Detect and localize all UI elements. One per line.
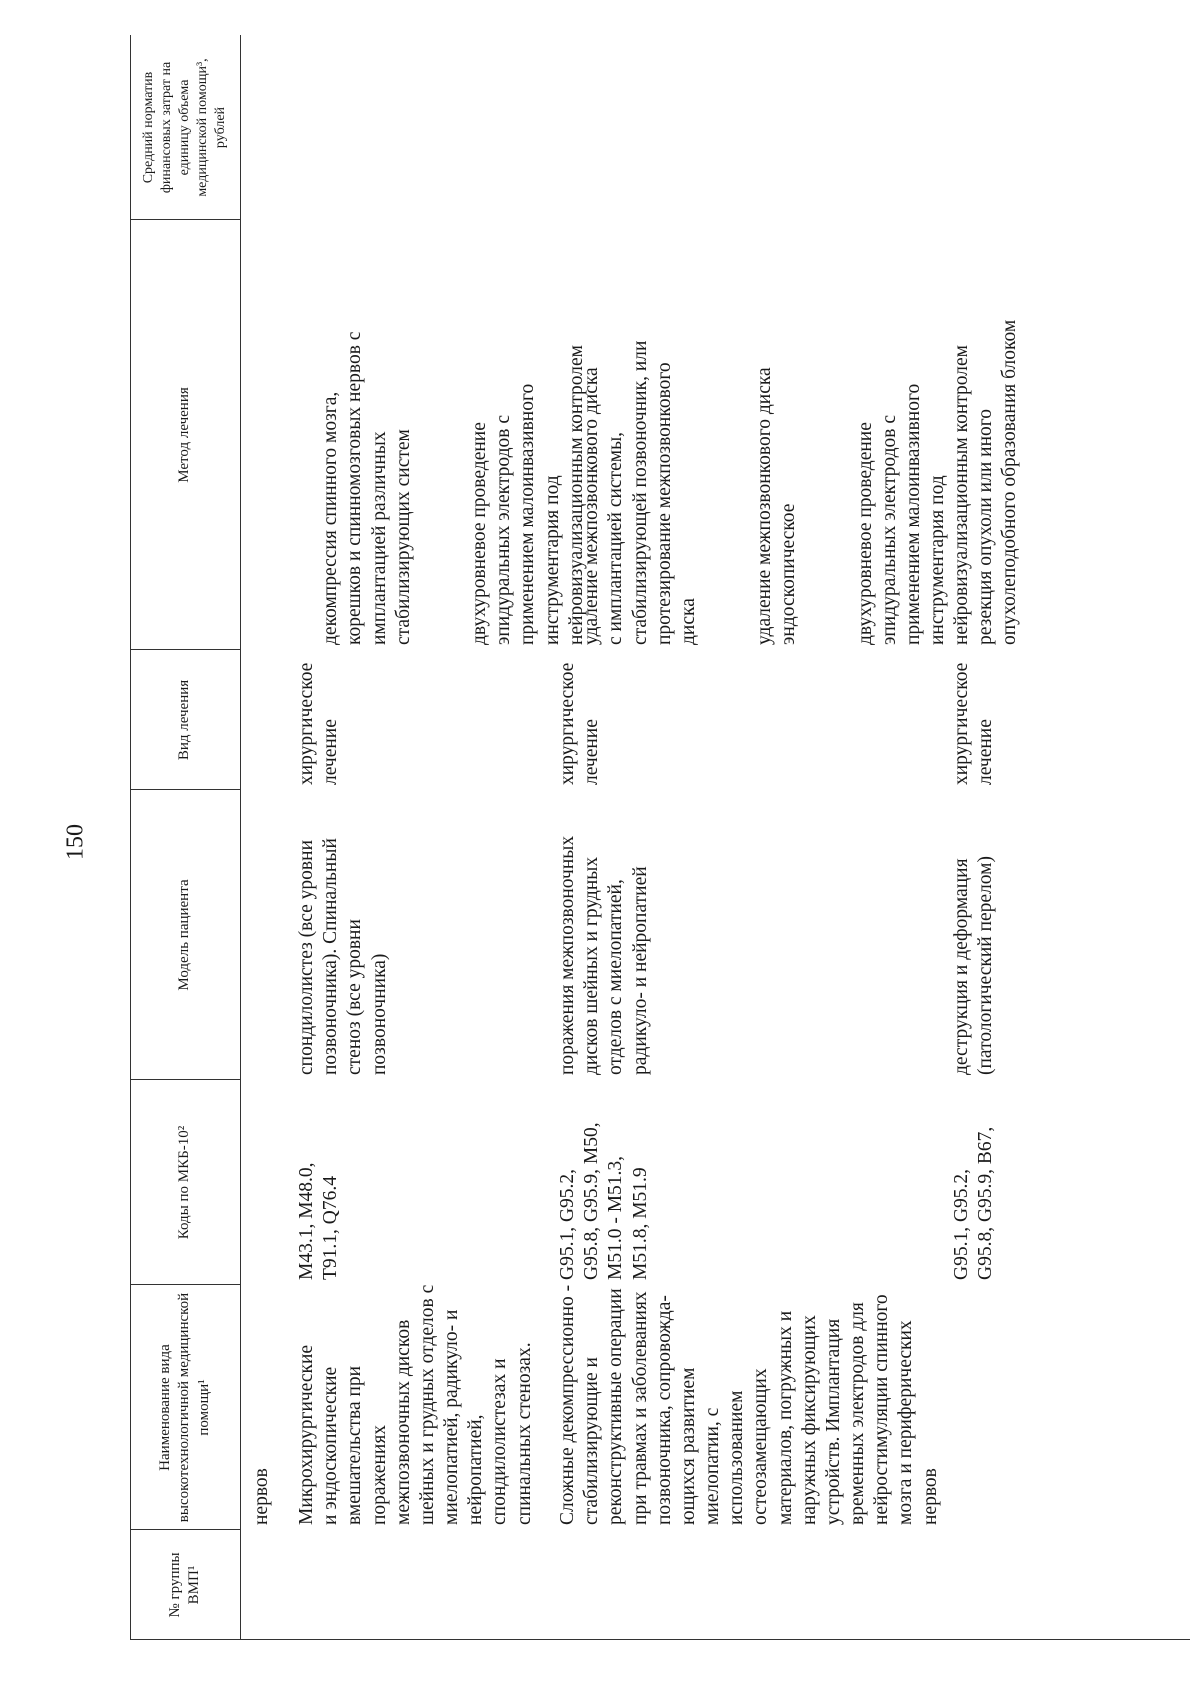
method-item: двухуровневое проведение эпидуральных электродов с применением малоинвазивного инструментария под нейровизуализационным контролем bbox=[854, 344, 973, 645]
patient-model: поражения межпозвоночных дисков шейных и грудных отделов с миелопатией, радикуло- и нейропатией bbox=[557, 835, 651, 1075]
patient-model: спондилолистез (все уровни позвоночника). Спинальный стеноз (все уровни позвоночника) bbox=[296, 838, 390, 1075]
header-cost-norm: Средний норматив финансовых затрат на единицу объема медицинской помощи³, рублей bbox=[140, 58, 229, 197]
page-number: 150 bbox=[62, 824, 89, 860]
header-treatment-kind: Вид лечения bbox=[176, 679, 193, 761]
treatment-kind: хирургическое лечение bbox=[951, 662, 997, 785]
method-item: удаление межпозвонкового диска эндоскопическое bbox=[754, 367, 800, 645]
header-care-type: Наименование вида высокотехнологичной медицинской помощи¹ bbox=[156, 1292, 212, 1523]
treatment-method bbox=[950, 320, 1047, 645]
method-item: двухуровневое проведение эпидуральных электродов с применением малоинвазивного инструментария под нейровизуализационным контролем bbox=[469, 344, 587, 645]
method-item: резекция опухоли или иного опухолеподобного образования блоком bbox=[975, 319, 1021, 645]
procedures-table bbox=[130, 35, 1190, 1640]
header-treatment-method: Метод лечения bbox=[176, 387, 193, 483]
table-left-border bbox=[130, 1639, 1190, 1640]
method-item: декомпрессия спинного мозга, корешков и спинномозговых нервов с имплантацией различных стабилизирующих систем bbox=[320, 331, 414, 645]
header-patient-model: Модель пациента bbox=[176, 879, 193, 991]
treatment-kind: хирургическое лечение bbox=[296, 662, 342, 785]
header-bottom-border bbox=[240, 35, 241, 1640]
treatment-method bbox=[556, 341, 999, 645]
header-group-number: № группы ВМП¹ bbox=[166, 1552, 202, 1618]
method-item: удаление межпозвонкового диска с имплантацией системы, стабилизирующей позвоночник, или протезирование межпозвонкового диска bbox=[581, 340, 699, 645]
care-type-name: Сложные декомпрессионно - стабилизирующие и реконструктивные операции при травмах и заболеваниях позвоночника, сопровожда- ющихся развитием миелопатии, с использованием остеозамещающих материалов, погружных и наружных фиксирующих устройств. Имплантация временных электродов для нейростимуляции спинного мозга и периферических нервов bbox=[557, 1284, 941, 1525]
icd-codes: G95.1, G95.2, G95.8, G95.9, B67, bbox=[951, 1126, 997, 1280]
treatment-kind: хирургическое лечение bbox=[557, 662, 603, 785]
carryover-text: нервов bbox=[251, 1468, 272, 1525]
header-icd-codes: Коды по МКБ-10² bbox=[176, 1125, 193, 1240]
patient-model: деструкция и деформация (патологический перелом) bbox=[951, 855, 997, 1075]
care-type-name: Микрохирургические и эндоскопические вмешательства при поражениях межпозвоночных дисков шейных и грудных отделов с миелопатией, радикуло- и нейропатией, спондилолистезах и спинальных стенозах. bbox=[296, 1284, 535, 1525]
icd-codes: G95.1, G95.2, G95.8, G95.9, M50, M51.0 - M51.3, M51.8, M51.9 bbox=[557, 1122, 651, 1280]
icd-codes: M43.1, M48.0, T91.1, Q76.4 bbox=[296, 1162, 342, 1280]
